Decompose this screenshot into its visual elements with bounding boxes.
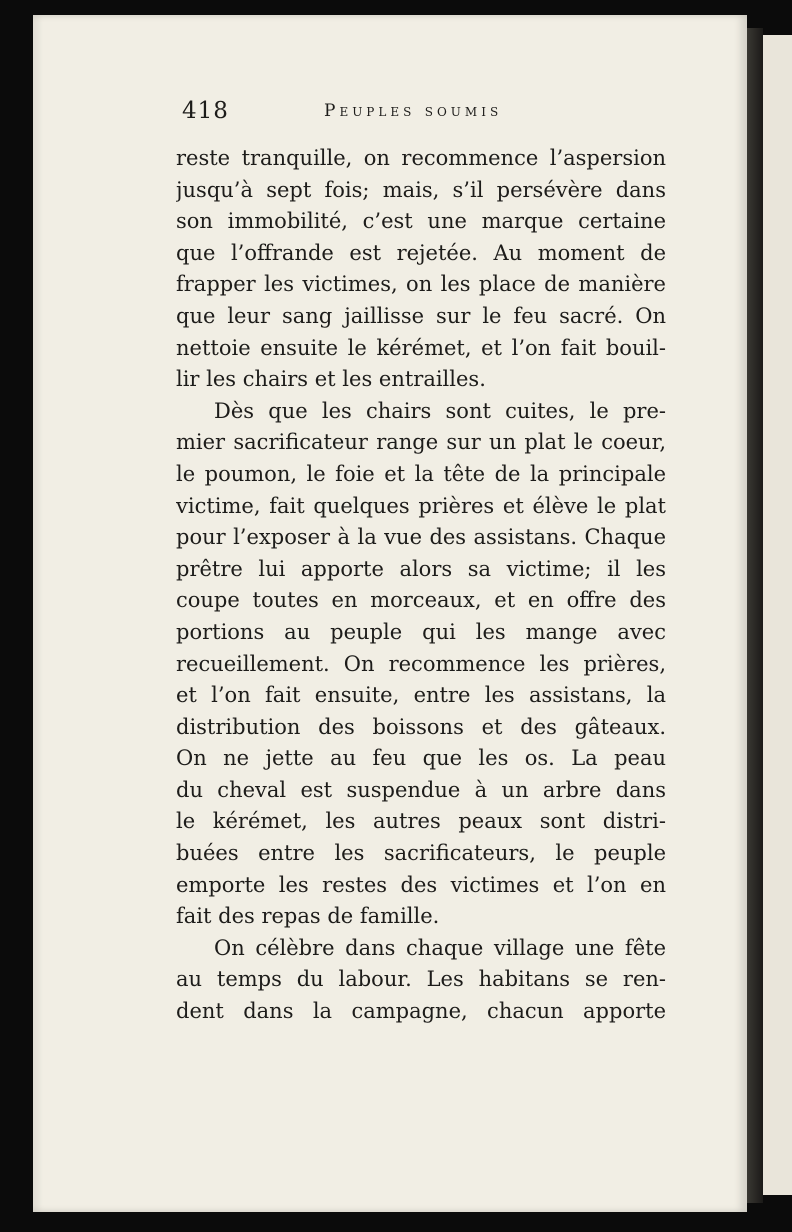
paragraph-first-line: Dès que les chairs sont cuites, le pre-	[214, 398, 666, 423]
text-line: emporte les restes des victimes et l’on en	[176, 872, 666, 897]
text-line: mier sacrificateur range sur un plat le coeur,	[176, 430, 666, 455]
text-line: buées entre les sacrificateurs, le peuple	[176, 841, 666, 866]
text-line: du cheval est suspendue à un arbre dans	[176, 777, 666, 802]
text-line: dent dans la campagne, chacun apporte	[176, 999, 666, 1024]
facing-page-edge	[763, 35, 792, 1195]
page-gutter-edge	[747, 28, 763, 1203]
text-line: que l’offrande est rejetée. Au moment de	[176, 240, 666, 265]
text-line: le poumon, le foie et la tête de la principale	[176, 461, 666, 486]
text-line: nettoie ensuite le kérémet, et l’on fait bouil-	[176, 335, 666, 360]
text-line: distribution des boissons et des gâteaux.	[176, 714, 666, 739]
text-line: que leur sang jaillisse sur le feu sacré. On	[176, 303, 666, 328]
text-line: et l’on fait ensuite, entre les assistans, la	[176, 683, 666, 708]
text-line: frapper les victimes, on les place de manière	[176, 272, 666, 297]
text-line: reste tranquille, on recommence l’aspersion	[176, 146, 666, 170]
text-line: lir les chairs et les entrailles.	[176, 367, 486, 392]
text-line: On ne jette au feu que les os. La peau	[176, 746, 666, 771]
paragraph-first-line: On célèbre dans chaque village une fête	[214, 935, 666, 960]
text-line: son immobilité, c’est une marque certaine	[176, 209, 666, 234]
text-line: pour l’exposer à la vue des assistans. Chaque	[176, 525, 666, 550]
page-number: 418	[182, 98, 229, 124]
text-line: coupe toutes en morceaux, et en offre des	[176, 588, 666, 613]
running-head	[182, 98, 662, 130]
text-line: recueillement. On recommence les prières,	[176, 651, 666, 676]
text-line: au temps du labour. Les habitans se ren-	[176, 967, 666, 992]
text-line: victime, fait quelques prières et élève le plat	[176, 493, 666, 518]
text-line: fait des repas de famille.	[176, 904, 440, 929]
text-line: jusqu’à sept fois; mais, s’il persévère dans	[176, 177, 666, 202]
text-line: prêtre lui apporte alors sa victime; il les	[176, 556, 666, 581]
text-line: le kérémet, les autres peaux sont distri-	[176, 809, 666, 834]
text-line: portions au peuple qui les mange avec	[176, 619, 666, 644]
body-text	[176, 143, 666, 1028]
running-head-title: Peuples soumis	[324, 101, 503, 121]
